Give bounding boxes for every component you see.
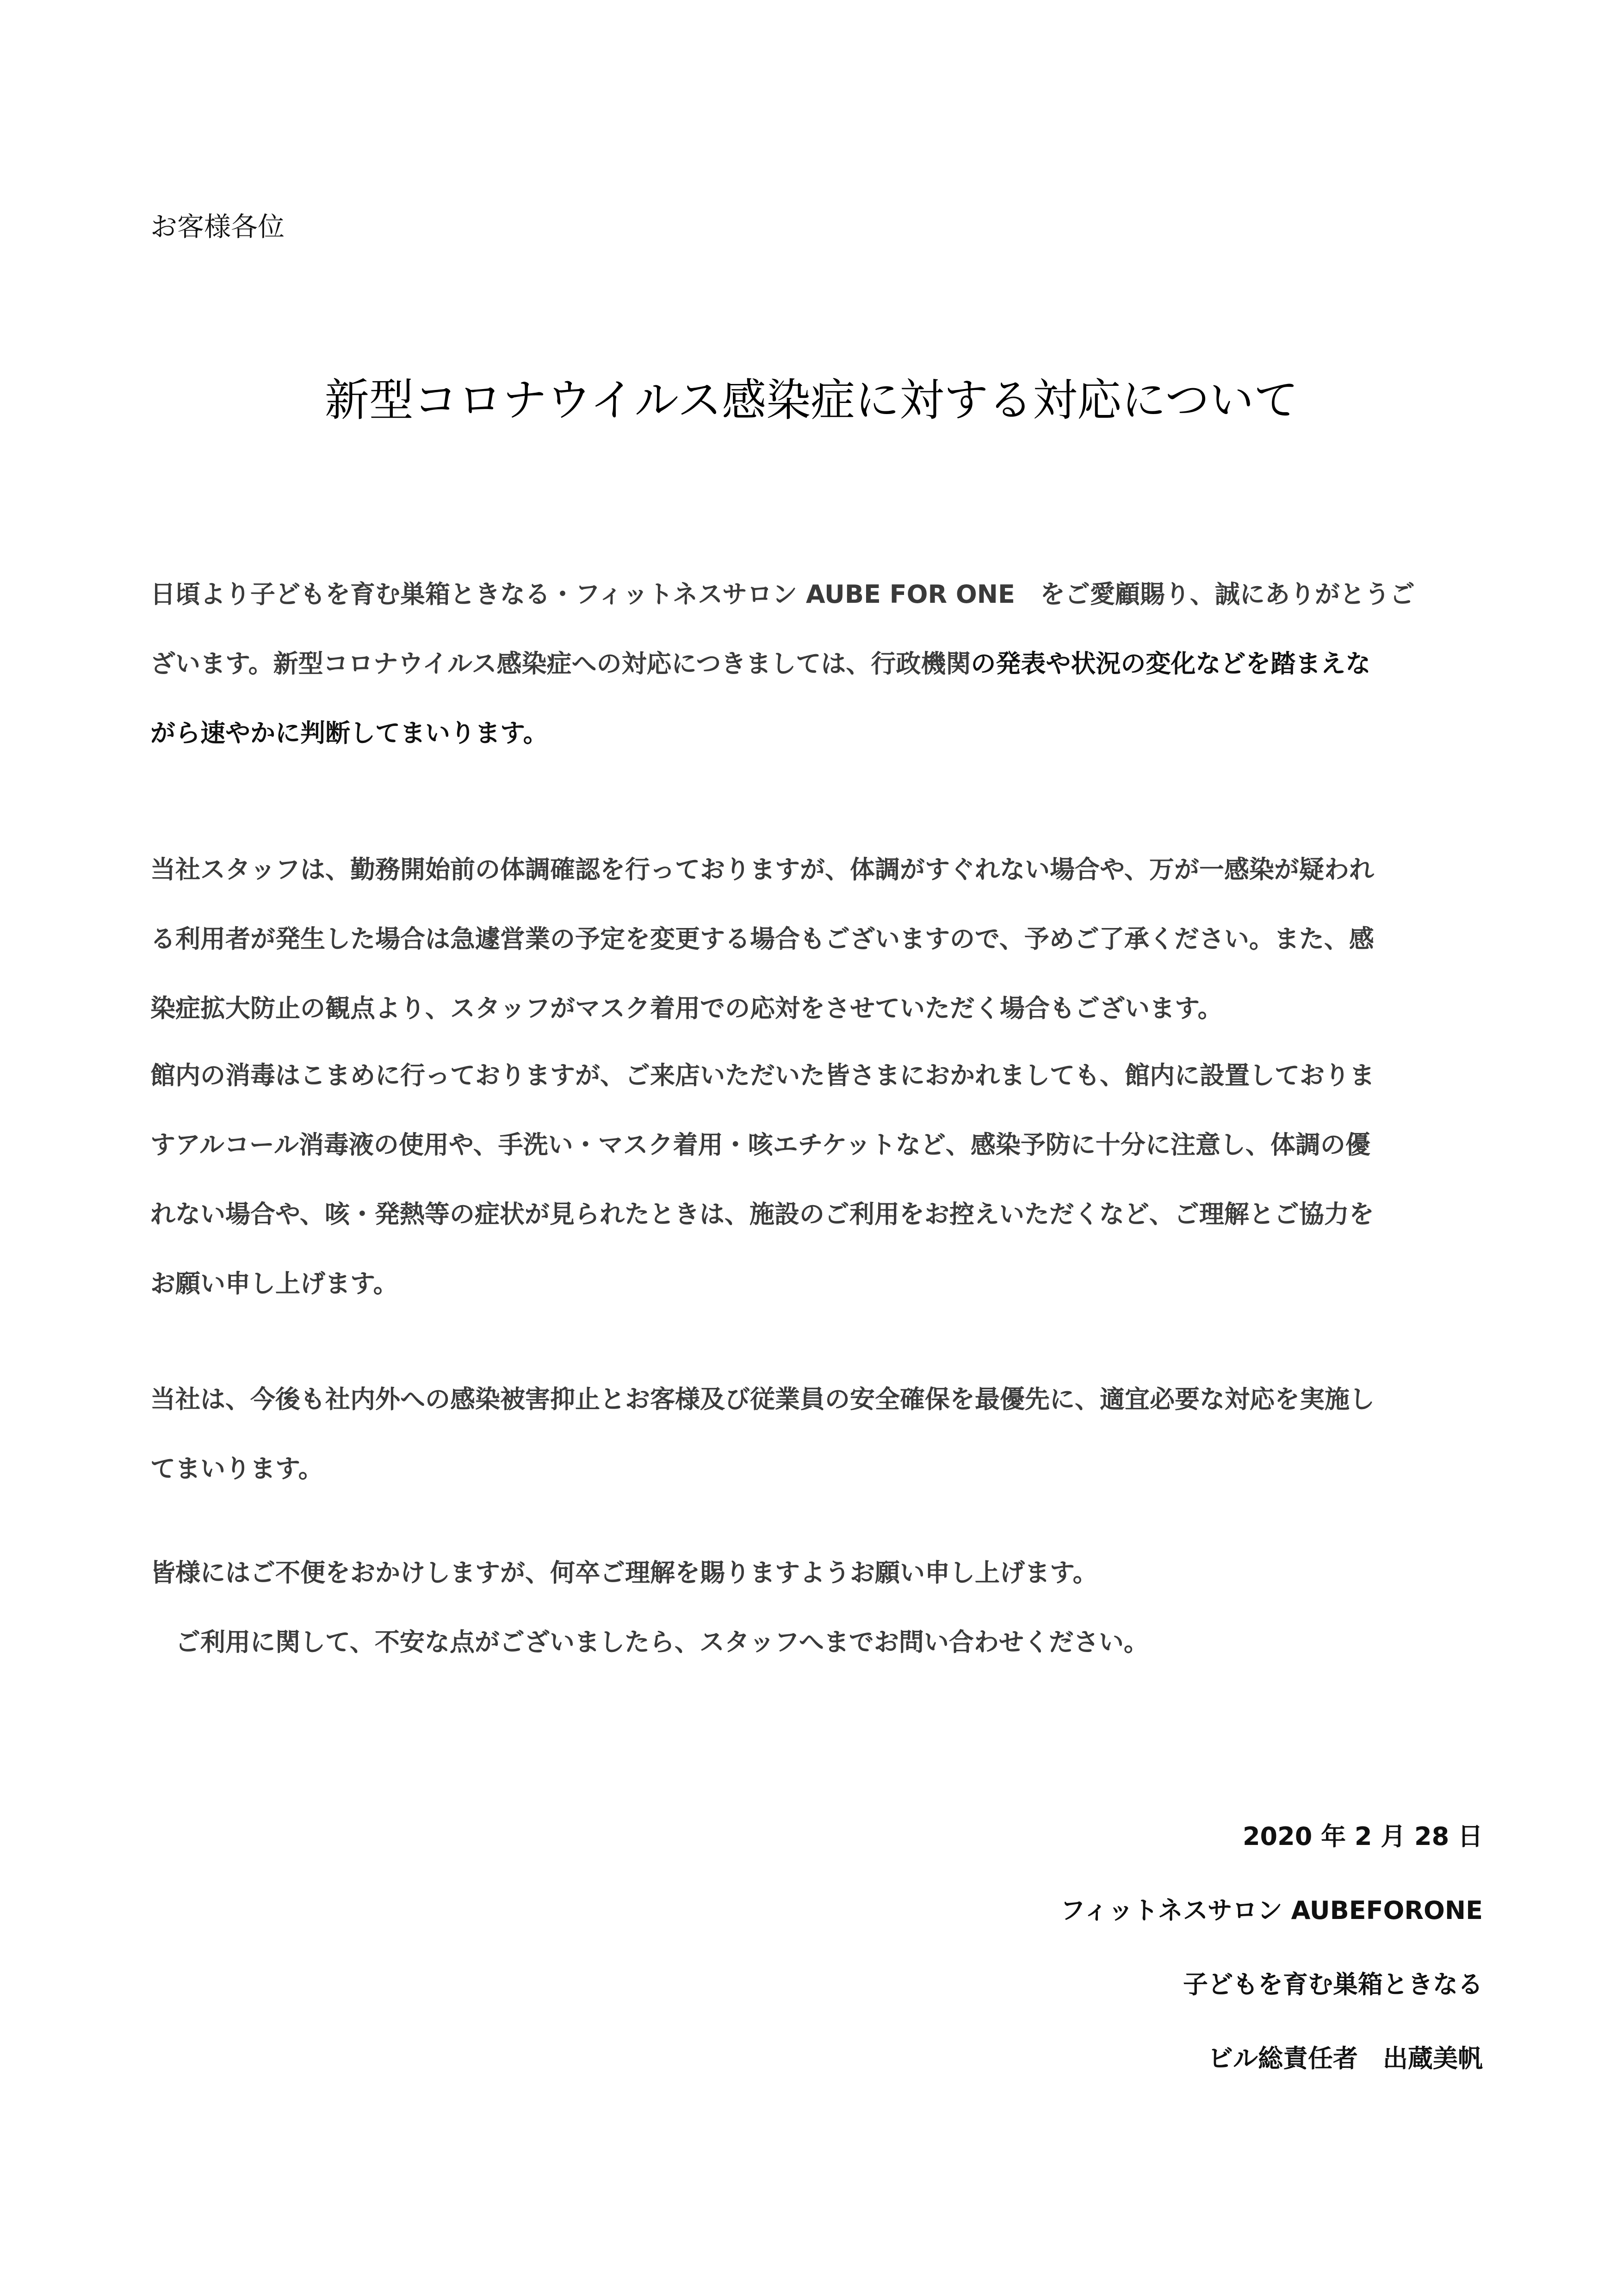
salutation: お客様各位: [150, 211, 285, 242]
paragraph-line: れない場合や、咳・発熱等の症状が見られたときは、施設のご利用をお控えいただくなど、ご理解とご協力を: [150, 1200, 1374, 1229]
paragraph-line: てまいります。: [150, 1454, 323, 1483]
document-title: 新型コロナウイルス感染症に対する対応について: [324, 374, 1299, 426]
paragraph-disinfection: [150, 1041, 1483, 1318]
paragraph-line: 当社スタッフは、勤務開始前の体調確認を行っておりますが、体調がすぐれない場合や、万が一感染が疑われ: [150, 855, 1374, 884]
paragraph-line: がら速やかに判断してまいります。: [150, 718, 548, 748]
paragraph-staff: [150, 835, 1483, 1043]
paragraph-apology: [150, 1538, 1483, 1608]
paragraph-line: 当社は、今後も社内外への感染被害抑止とお客様及び従業員の安全確保を最優先に、適宜必要な対応を実施し: [150, 1385, 1375, 1414]
signature-date: 2020 年 2 月 28 日: [1242, 1822, 1483, 1851]
paragraph-greeting: [150, 560, 1483, 768]
paragraph-line: [150, 629, 1483, 699]
signature-organization: フィットネスサロン AUBEFORONE: [1060, 1896, 1483, 1925]
paragraph-line-part: の発表や状況の変化などを踏まえな: [971, 649, 1371, 678]
paragraph-line: 日頃より子どもを育む巣箱ときなる・フィットネスサロン AUBE FOR ONE をご愛顧賜り、誠にありがとうご: [150, 580, 1415, 609]
paragraph-line: ご利用に関して、不安な点がございましたら、スタッフへまでお問い合わせください。: [150, 1628, 1149, 1657]
paragraph-contact: [150, 1608, 1483, 1677]
signature-block: [1060, 1800, 1483, 2096]
paragraph-line: 皆様にはご不便をおかけしますが、何卒ご理解を賜りますようお願い申し上げます。: [150, 1558, 1098, 1587]
paragraph-line: 館内の消毒はこまめに行っておりますが、ご来店いただいた皆さまにおかれましても、館内に設置しておりま: [150, 1061, 1375, 1090]
paragraph-policy: [150, 1365, 1483, 1504]
signature-organization: 子どもを育む巣箱ときなる: [1183, 1970, 1483, 1999]
paragraph-line: 染症拡大防止の観点より、スタッフがマスク着用での応対をさせていただく場合もございます。: [150, 994, 1223, 1023]
paragraph-line: すアルコール消毒液の使用や、手洗い・マスク着用・咳エチケットなど、感染予防に十分に注意し、体調の優: [150, 1130, 1370, 1159]
paragraph-line-part: ざいます。新型コロナウイルス感染症への対応につきましては、行政機関: [150, 649, 971, 678]
signature-person: ビル総責任者 出蔵美帆: [1208, 2044, 1483, 2073]
paragraph-line: お願い申し上げます。: [150, 1269, 398, 1298]
paragraph-line: る利用者が発生した場合は急遽営業の予定を変更する場合もございますので、予めご了承ください。また、感: [150, 924, 1374, 953]
